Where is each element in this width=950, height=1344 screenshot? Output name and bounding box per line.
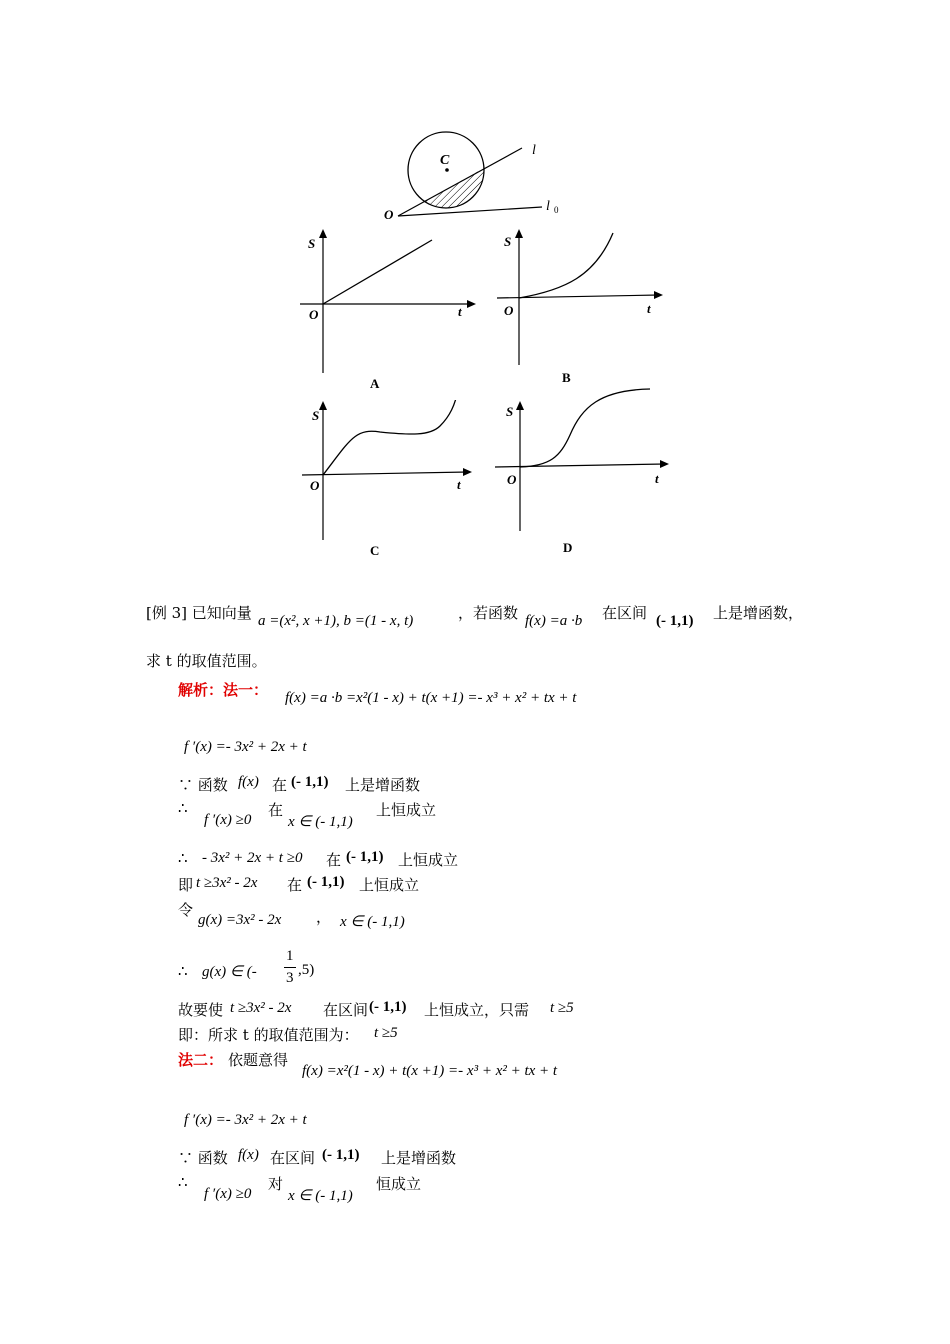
origin-label: O	[507, 472, 517, 487]
x-arrow	[463, 468, 472, 476]
method1-l6-end: 上恒成立	[359, 876, 420, 894]
method1-l9-text: 故要使	[178, 1001, 224, 1019]
method2-l3-f: f(x)	[238, 1147, 259, 1163]
method1-l8-g: g(x) ∈ (-	[202, 964, 257, 980]
example-interval: (- 1,1)	[656, 613, 694, 629]
x-label: t	[655, 471, 659, 486]
method1-label: 解析：法一：	[178, 681, 269, 699]
method1-l3-in: 在	[272, 776, 288, 794]
method1-l8-therefore: ∴	[178, 962, 188, 980]
example-text-increasing: 上是增函数，	[713, 604, 804, 622]
method2-eq1: f(x) =x²(1 - x) + t(x +1) =- x³ + x² + tx + t	[302, 1063, 558, 1079]
label-l0: l	[546, 199, 550, 214]
method1-l8-den: 3	[286, 970, 294, 986]
method2-l4-end: 恒成立	[376, 1175, 422, 1193]
method1-l4-x: x ∈ (- 1,1)	[288, 814, 353, 830]
y-arrow	[516, 401, 524, 410]
x-arrow	[660, 460, 669, 468]
method1-l9-in: 在区间	[323, 1001, 369, 1019]
method1-l4-in: 在	[268, 801, 284, 819]
graph-a	[290, 228, 490, 398]
example-vectors: a =(x², x +1), b =(1 - x, t)	[258, 613, 414, 629]
y-arrow	[319, 229, 327, 238]
method2-l4-ineq: f ′(x) ≥0	[204, 1186, 252, 1202]
y-label: S	[312, 408, 320, 423]
example-intro: [例 3] 已知向量	[146, 604, 252, 622]
method1-l8-num: 1	[286, 948, 294, 964]
method2-label: 法二：	[178, 1051, 224, 1069]
method1-l6-int: (- 1,1)	[307, 874, 345, 890]
method1-l7-x: x ∈ (- 1,1)	[340, 914, 405, 930]
method2-l4-x: x ∈ (- 1,1)	[288, 1188, 353, 1204]
method1-l9-res: t ≥5	[550, 1000, 574, 1016]
label-l0-sub: 0	[554, 205, 559, 215]
graph-b	[495, 228, 695, 398]
method1-l4-ineq: f ′(x) ≥0	[204, 812, 252, 828]
label-c: C	[440, 153, 450, 168]
y-label: S	[308, 236, 316, 251]
caption-b: B	[562, 370, 571, 385]
method1-l7-comma: ，	[316, 908, 332, 926]
method1-l3-f: f(x)	[238, 774, 259, 790]
method1-l3-text: ∵ 函数	[178, 776, 228, 794]
method1-l6-ie: 即	[178, 876, 194, 894]
origin-label: O	[309, 307, 319, 322]
method1-l10-res: t ≥5	[374, 1025, 398, 1041]
method1-l5-in: 在	[326, 851, 342, 869]
method2-l3-int: (- 1,1)	[322, 1147, 360, 1163]
example-line2: 求 t 的取值范围。	[146, 652, 267, 670]
x-arrow	[654, 291, 663, 299]
graph-d	[490, 385, 690, 560]
example-text-interval: 在区间	[602, 604, 648, 622]
label-l: l	[532, 143, 536, 158]
method1-l7-g: g(x) =3x² - 2x	[198, 912, 282, 928]
caption-c: C	[370, 543, 380, 558]
method1-l6-in: 在	[287, 876, 303, 894]
origin-label: O	[310, 478, 320, 493]
curve-b	[519, 233, 613, 298]
y-label: S	[506, 404, 514, 419]
method1-l8-end: ,5)	[298, 962, 315, 978]
method2-l4-for: 对	[268, 1175, 284, 1193]
line-l0	[398, 207, 542, 216]
method1-l9-int: (- 1,1)	[369, 999, 407, 1015]
caption-d: D	[563, 540, 573, 555]
method2-l3-in: 在区间	[270, 1149, 316, 1167]
method1-eq2: f ′(x) =- 3x² + 2x + t	[184, 739, 307, 755]
example-function: f(x) =a ·b	[525, 613, 583, 629]
method1-l4-therefore: ∴	[178, 799, 188, 817]
fraction-bar	[284, 967, 296, 968]
y-arrow	[515, 229, 523, 238]
method1-l6-ineq: t ≥3x² - 2x	[196, 875, 258, 891]
method2-eq2: f ′(x) =- 3x² + 2x + t	[184, 1112, 307, 1128]
method1-l5-end: 上恒成立	[398, 851, 459, 869]
center-point	[445, 168, 449, 172]
method1-l5-therefore: ∴	[178, 849, 188, 867]
label-o: O	[384, 207, 394, 222]
x-axis	[302, 472, 468, 475]
circle-line-figure	[370, 130, 590, 225]
origin-label: O	[504, 303, 514, 318]
x-arrow	[467, 300, 476, 308]
curve-c	[323, 400, 458, 475]
method1-eq1: f(x) =a ·b =x²(1 - x) + t(x +1) =- x³ + x² + tx + t	[285, 690, 577, 706]
method1-l5-ineq: - 3x² + 2x + t ≥0	[202, 850, 303, 866]
method1-l7-let: 令	[178, 901, 194, 919]
example-text-if: ，若函数	[458, 604, 519, 622]
y-label: S	[504, 234, 512, 249]
curve-d	[520, 389, 650, 467]
method1-l3-int: (- 1,1)	[291, 774, 329, 790]
curve-a	[323, 240, 432, 304]
method2-l3-text: ∵ 函数	[178, 1149, 228, 1167]
x-label: t	[457, 477, 461, 492]
caption-a: A	[370, 376, 380, 391]
y-arrow	[319, 401, 327, 410]
method2-intro: 依题意得	[228, 1051, 289, 1069]
method1-l9-ineq: t ≥3x² - 2x	[230, 1000, 292, 1016]
method1-l10-text: 即：所求 t 的取值范围为：	[178, 1026, 359, 1044]
method1-l5-int: (- 1,1)	[346, 849, 384, 865]
x-label: t	[647, 301, 651, 316]
method1-l9-end: 上恒成立，只需	[424, 1001, 530, 1019]
method1-l4-end: 上恒成立	[376, 801, 437, 819]
method2-l4-therefore: ∴	[178, 1173, 188, 1191]
method1-l3-end: 上是增函数	[345, 776, 421, 794]
graph-c	[290, 400, 490, 560]
x-label: t	[458, 304, 462, 319]
method2-l3-end: 上是增函数	[381, 1149, 457, 1167]
